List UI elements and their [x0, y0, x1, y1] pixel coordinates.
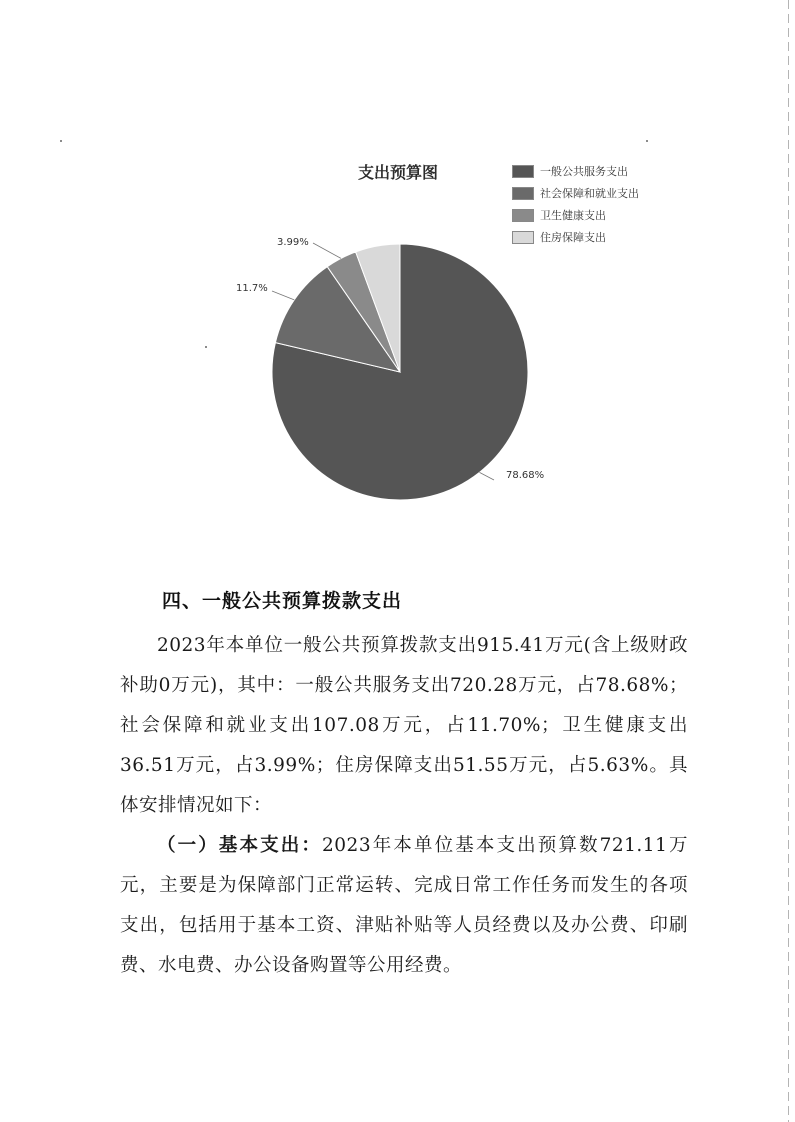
- legend-swatch: [512, 187, 534, 200]
- slice-percent-label: 3.99%: [277, 237, 309, 248]
- pie-chart: [0, 0, 795, 560]
- legend-item: [512, 182, 639, 204]
- legend-item: [512, 160, 639, 182]
- legend-swatch: [512, 209, 534, 222]
- slice-leader-line: [313, 243, 341, 258]
- basic-expenditure-text: 2023年本单位基本支出预算数721.11万元，主要是为保障部门正常运转、完成日常工作任务而发生的各项支出，包括用于基本工资、津贴补贴等人员经费以及办公费、印刷费、水电费、办公设备购置等公用经费。: [120, 835, 688, 976]
- legend-label: 卫生健康支出: [540, 209, 606, 222]
- legend-item: [512, 204, 639, 226]
- body-text: [120, 626, 688, 986]
- sub-heading-basic-expenditure: （一）基本支出：: [157, 835, 323, 856]
- legend-label: 社会保障和就业支出: [540, 187, 639, 200]
- legend-swatch: [512, 165, 534, 178]
- legend-item: [512, 226, 639, 248]
- legend-label: 一般公共服务支出: [540, 165, 628, 178]
- paragraph-basic-expenditure: [120, 826, 688, 986]
- slice-percent-label: 11.7%: [236, 283, 268, 294]
- section-heading: 四、一般公共预算拨款支出: [162, 590, 403, 612]
- chart-legend: [512, 160, 639, 248]
- paragraph-expenditure-summary: 2023年本单位一般公共预算拨款支出915.41万元(含上级财政补助0万元)，其中：一般公共服务支出720.28万元，占78.68%；社会保障和就业支出107.08万元，占11.70%；卫生健康支出36.51万元，占3.99%；住房保障支出51.55万元，占5.63%。具体安排情况如下：: [120, 635, 688, 816]
- slice-leader-line: [479, 472, 494, 480]
- chart-title: 支出预算图: [358, 163, 439, 182]
- legend-swatch: [512, 231, 534, 244]
- slice-leader-line: [272, 291, 294, 300]
- slice-percent-label: 78.68%: [506, 470, 545, 481]
- legend-label: 住房保障支出: [540, 231, 606, 244]
